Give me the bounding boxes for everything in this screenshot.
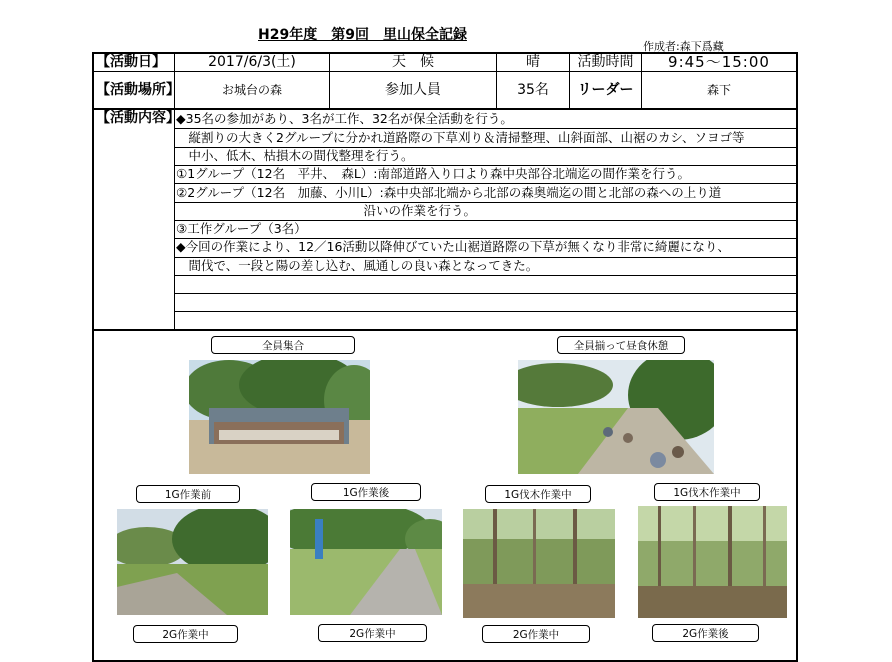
weather-value: 晴 <box>526 54 540 70</box>
author-label: 作成者:森下爲藏 <box>643 40 724 53</box>
caption-2g-working-3: 2G作業中 <box>482 625 590 643</box>
caption-group-photo: 全員集合 <box>211 336 355 354</box>
caption-2g-after: 2G作業後 <box>652 624 759 642</box>
place-label: 【活動場所】 <box>96 82 180 98</box>
content-line: 沿いの作業を行う。 <box>176 203 477 218</box>
caption-1g-felling-2: 1G伐木作業中 <box>654 483 760 501</box>
content-line: 中小、低木、枯損木の間伐整理を行う。 <box>176 148 414 163</box>
content-line-divider <box>174 311 796 312</box>
content-line: ◆今回の作業により、12／16活動以降伸びていた山裾道路際の下草が無くなり非常に綺麗になり、 <box>176 239 730 254</box>
content-line: 間伐で、一段と陽の差し込む、風通しの良い森となってきた。 <box>176 258 539 273</box>
leader-label: リーダー <box>577 82 634 98</box>
content-line: ◆35名の参加があり、3名が工作、32名が保全活動を行う。 <box>176 111 513 126</box>
caption-2g-working-2: 2G作業中 <box>318 624 427 642</box>
caption-1g-before: 1G作業前 <box>136 485 240 503</box>
photo-1g-after <box>290 509 442 615</box>
place-value: お城台の森 <box>221 83 282 97</box>
photo-1g-before <box>117 509 268 615</box>
group-photo <box>189 360 370 474</box>
caption-1g-after: 1G作業後 <box>311 483 421 501</box>
photo-1g-felling <box>463 509 615 618</box>
caption-1g-felling: 1G伐木作業中 <box>485 485 591 503</box>
weather-label: 天 候 <box>392 54 434 70</box>
time-value: 9:45～15:00 <box>668 53 770 71</box>
content-line: ③工作グループ（3名） <box>176 221 307 236</box>
participants-label: 参加人員 <box>385 82 441 98</box>
date-value: 2017/6/3(土) <box>208 54 296 70</box>
content-line-divider <box>174 293 796 294</box>
date-label: 【活動日】 <box>96 54 166 70</box>
content-line: ①1グループ（12名 平井、 森L）:南部道路入り口より森中央部谷北端迄の間作業を行う。 <box>176 166 690 181</box>
content-line: ②2グループ（12名 加藤、小川L）:森中央部北端から北部の森奥端迄の間と北部の森への上り道 <box>176 185 722 200</box>
content-line: 縦割りの大きく2グループに分かれ道路際の下草刈り＆清掃整理、山斜面部、山裾のカシ、ソヨゴ等 <box>176 130 745 145</box>
row-divider <box>94 71 796 72</box>
content-label: 【活動内容】 <box>96 110 180 126</box>
lunch-break-photo <box>518 360 714 474</box>
leader-value: 森下 <box>706 83 731 97</box>
photo-1g-felling-2 <box>638 506 787 618</box>
caption-lunch-break: 全員揃って昼食休憩 <box>557 336 685 354</box>
participants-value: 35名 <box>517 82 549 98</box>
page-title: H29年度 第9回 里山保全記録 <box>258 27 467 43</box>
section-divider <box>94 329 796 331</box>
content-line-divider <box>174 275 796 276</box>
caption-2g-working-1: 2G作業中 <box>133 625 238 643</box>
time-label: 活動時間 <box>577 54 634 70</box>
